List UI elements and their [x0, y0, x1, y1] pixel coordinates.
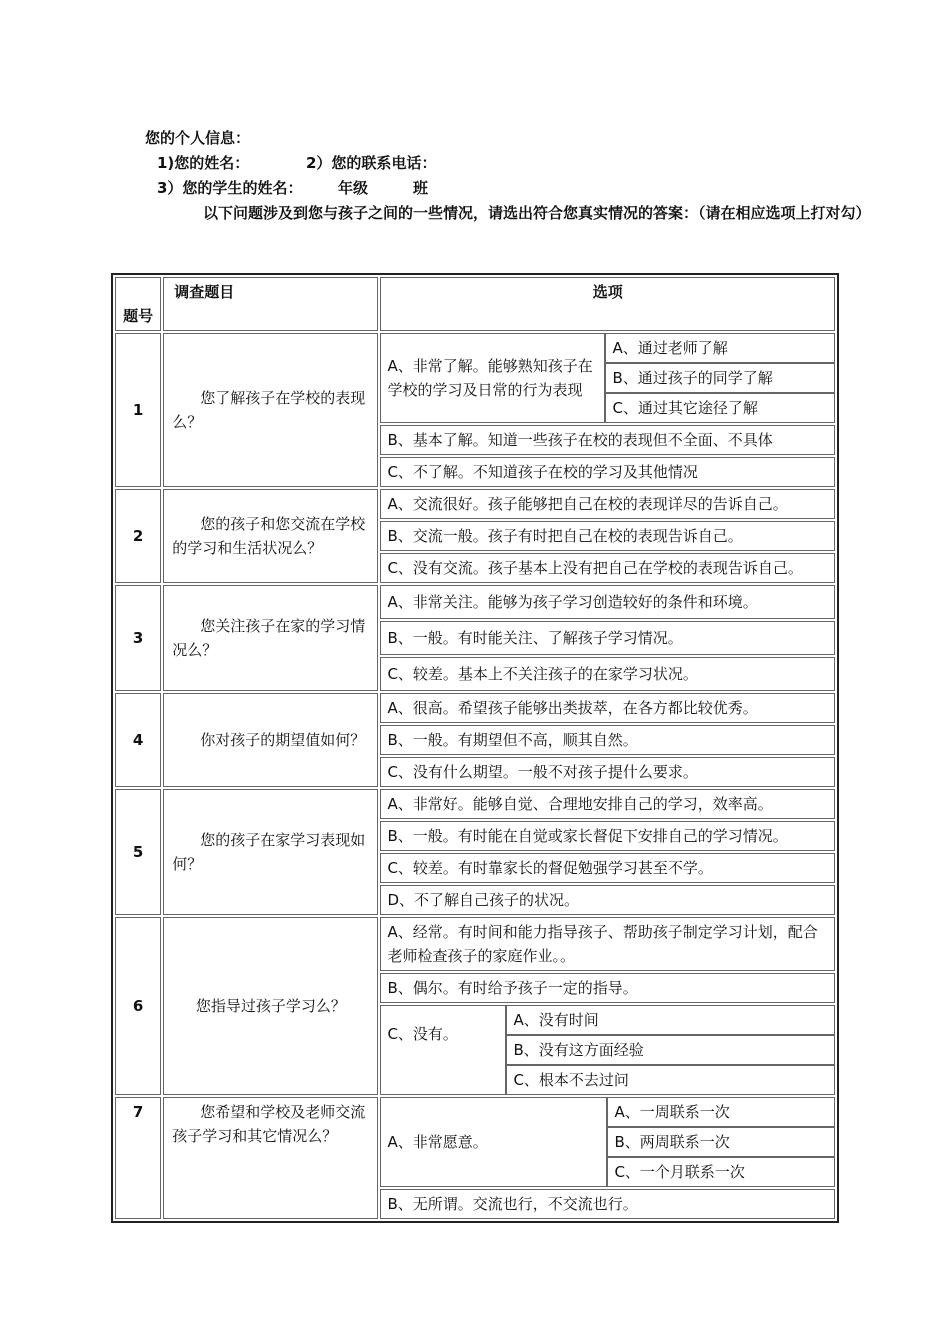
question-text [163, 489, 378, 583]
option-a[interactable]: A、非常关注。能够为孩子学习创造较好的条件和环境。 [380, 585, 835, 619]
question-text [163, 917, 378, 1095]
sub-option[interactable]: C、通过其它途径了解 [605, 393, 835, 423]
grade-label: 年级 [338, 179, 369, 197]
sub-option[interactable]: C、一个月联系一次 [607, 1157, 835, 1187]
table-header-row [115, 277, 835, 331]
question-text [163, 693, 378, 787]
option-a[interactable]: A、非常好。能够自觉、合理地安排自己的学习，效率高。 [380, 789, 835, 819]
question-row-5 [115, 789, 835, 819]
question-text [163, 789, 378, 915]
header-question-number: 题号 [115, 277, 161, 331]
question-number: 2 [115, 489, 161, 583]
question-2-text: 您的孩子和您交流在学校的学习和生活状况么？ [172, 515, 366, 557]
option-group [380, 1097, 835, 1187]
question-1-text: 您了解孩子在学校的表现么？ [172, 389, 366, 431]
question-6-text: 您指导过孩子学习么？ [195, 997, 346, 1015]
question-row-6 [115, 917, 835, 971]
question-number: 1 [115, 333, 161, 487]
option-b[interactable]: B、无所谓。交流也行，不交流也行。 [380, 1189, 835, 1219]
option-a-subtable [380, 1097, 835, 1187]
option-b[interactable]: B、偶尔。有时给予孩子一定的指导。 [380, 973, 835, 1003]
sub-option[interactable]: A、通过老师了解 [605, 333, 835, 363]
option-b[interactable]: B、一般。有时能在自觉或家长督促下安排自己的学习情况。 [380, 821, 835, 851]
header-options: 选项 [380, 277, 835, 331]
sub-option[interactable]: C、根本不去过问 [506, 1065, 835, 1095]
question-row-4 [115, 693, 835, 723]
option-a-subtable [380, 333, 835, 423]
sub-option[interactable]: B、没有这方面经验 [506, 1035, 835, 1065]
option-group [380, 1005, 835, 1095]
question-row-1 [115, 333, 835, 423]
option-b[interactable]: B、一般。有时能关注、了解孩子学习情况。 [380, 621, 835, 655]
option-a[interactable]: A、交流很好。孩子能够把自己在校的表现详尽的告诉自己。 [380, 489, 835, 519]
question-row-2 [115, 489, 835, 519]
option-a[interactable]: A、经常。有时间和能力指导孩子、帮助孩子制定学习计划，配合老师检查孩子的家庭作业。。 [380, 917, 835, 971]
instructions: 以下问题涉及到您与孩子之间的一些情况，请选出符合您真实情况的答案：（请在相应选项上打对勾） [203, 204, 871, 222]
option-b[interactable]: B、基本了解。知道一些孩子在校的表现但不全面、不具体 [380, 425, 835, 455]
question-5-text: 您的孩子在家学习表现如何？ [172, 831, 366, 873]
class-label: 班 [413, 179, 429, 197]
option-a[interactable]: A、非常愿意。 [380, 1097, 607, 1187]
option-c[interactable]: C、没有交流。孩子基本上没有把自己在学校的表现告诉自己。 [380, 553, 835, 583]
question-7-text: 您希望和学校及老师交流孩子学习和其它情况么？ [172, 1103, 366, 1145]
sub-option[interactable]: A、没有时间 [506, 1005, 835, 1035]
option-c[interactable]: C、没有。 [380, 1005, 506, 1095]
question-number: 5 [115, 789, 161, 915]
option-a[interactable]: A、很高。希望孩子能够出类拔萃，在各方都比较优秀。 [380, 693, 835, 723]
option-c[interactable]: C、不了解。不知道孩子在校的学习及其他情况 [380, 457, 835, 487]
phone-label: 2）您的联系电话： [306, 154, 437, 172]
sub-option[interactable]: B、通过孩子的同学了解 [605, 363, 835, 393]
sub-option[interactable]: A、一周联系一次 [607, 1097, 835, 1127]
question-text [163, 333, 378, 487]
question-row-3 [115, 585, 835, 619]
option-d[interactable]: D、不了解自己孩子的状况。 [380, 885, 835, 915]
question-text [163, 585, 378, 691]
option-c[interactable]: C、较差。有时靠家长的督促勉强学习甚至不学。 [380, 853, 835, 883]
student-name-label: 3）您的学生的姓名： [157, 179, 303, 197]
option-c-subtable [380, 1005, 835, 1095]
personal-info-title: 您的个人信息： [145, 129, 251, 147]
option-b[interactable]: B、交流一般。孩子有时把自己在校的表现告诉自己。 [380, 521, 835, 551]
question-number: 7 [115, 1097, 161, 1219]
option-a[interactable]: A、非常了解。能够熟知孩子在学校的学习及日常的行为表现 [380, 333, 605, 423]
option-c[interactable]: C、较差。基本上不关注孩子的在家学习状况。 [380, 657, 835, 691]
question-number: 3 [115, 585, 161, 691]
header-question-title: 调查题目 [163, 277, 378, 331]
question-text [163, 1097, 378, 1219]
sub-option[interactable]: B、两周联系一次 [607, 1127, 835, 1157]
option-c[interactable]: C、没有什么期望。一般不对孩子提什么要求。 [380, 757, 835, 787]
question-3-text: 您关注孩子在家的学习情况么？ [172, 617, 366, 659]
question-number: 4 [115, 693, 161, 787]
question-number: 6 [115, 917, 161, 1095]
option-b[interactable]: B、一般。有期望但不高，顺其自然。 [380, 725, 835, 755]
name-label: 1)您的姓名： [157, 154, 250, 172]
question-row-7 [115, 1097, 835, 1187]
option-group [380, 333, 835, 423]
survey-table [111, 273, 839, 1223]
question-4-text: 你对孩子的期望值如何？ [200, 731, 366, 749]
